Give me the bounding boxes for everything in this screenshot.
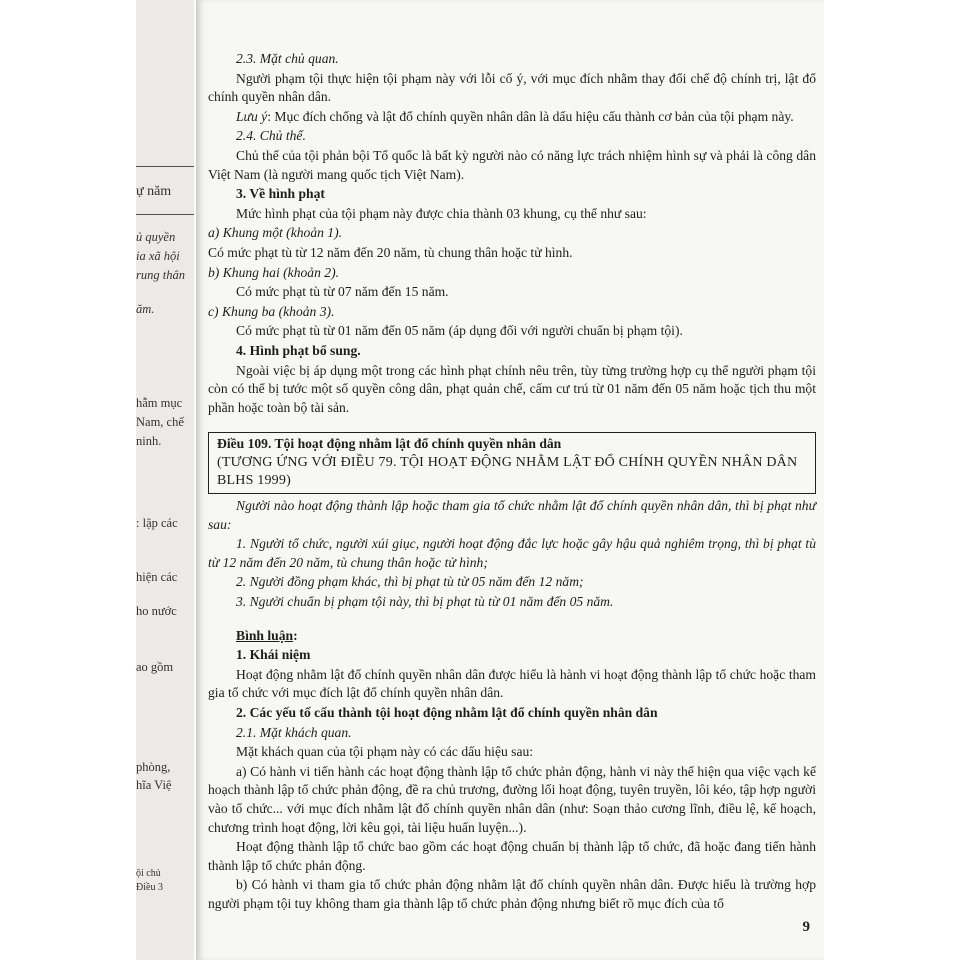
margin-fragment: ho nước (136, 604, 177, 618)
page-content (208, 50, 816, 915)
paragraph: a) Có hành vi tiến hành các hoạt động thành lập tổ chức phản động, hành vi này thể hiện qua việc vạch kế hoạch thành lập tổ chức phản động, đề ra chủ trương, đường lối hoạt động, tuyên truyền, lôi kéo, tập hợp người vào tổ chức... với mục đích nhằm lật đổ chính quyền nhân dân (như: Soạn thảo cương lĩnh, điều lệ, kế hoạch, chương trình hoạt động, lời kêu gọi, tài liệu huấn luyện...). (208, 763, 816, 835)
article-title: Điều 109. Tội hoạt động nhằm lật đổ chính quyền nhân dân (217, 436, 562, 452)
margin-fragment: hiện các (136, 570, 178, 584)
paragraph: Người phạm tội thực hiện tội phạm này với lỗi cố ý, với mục đích nhằm thay đổi chế độ chính trị, lật đổ chính quyền nhân dân. (208, 70, 816, 105)
margin-fragment: ủ quyền (136, 230, 176, 244)
section-heading-3: 3. Về hình phạt (236, 186, 325, 202)
section-heading-4: 4. Hình phạt bổ sung. (236, 342, 361, 358)
note-paragraph (208, 108, 816, 127)
khung-label: c) Khung ba (khoản 3). (208, 303, 335, 319)
note-text: : Mục đích chống và lật đổ chính quyền nhân dân là dấu hiệu cấu thành cơ bản của tội phạm này. (267, 108, 794, 124)
section-heading: 2. Các yếu tố cấu thành tội hoạt động nhằm lật đổ chính quyền nhân dân (236, 705, 658, 720)
margin-fragment: rung thân (136, 268, 185, 282)
margin-fragment: phòng, (136, 760, 171, 774)
section-heading: 2.1. Mặt khách quan. (236, 724, 352, 740)
margin-fragment: : lập các (136, 516, 178, 530)
article-intro: Người nào hoạt động thành lập hoặc tham gia tổ chức nhằm lật đổ chính quyền nhân dân, thì bị phạt như sau: (208, 498, 816, 532)
background-right (824, 0, 960, 960)
article-clause: 3. Người chuẩn bị phạm tội này, thì bị phạt tù từ 01 năm đến 05 năm. (236, 594, 614, 610)
margin-fragment: Nam, chế (136, 415, 184, 429)
page-number: 9 (802, 919, 810, 935)
background-left (0, 0, 136, 960)
divider (136, 214, 194, 215)
khung-label: b) Khung hai (khoản 2). (208, 264, 340, 280)
paragraph: Hoạt động nhằm lật đổ chính quyền nhân dân được hiểu là hành vi hoạt động thành lập tổ chức hoặc tham gia tổ chức với mục đích lật đổ chính quyền nhân dân. (208, 666, 816, 701)
margin-fragment: ự năm (136, 184, 172, 199)
khung-text: Có mức phạt tù từ 07 năm đến 15 năm. (236, 284, 449, 300)
divider (136, 166, 194, 167)
paragraph: b) Có hành vi tham gia tổ chức phản động nhằm lật đổ chính quyền nhân dân. Được hiểu là trường hợp người phạm tội tuy không tham gia thành lập tổ chức phản động nhưng biết rõ mục đích của tổ (208, 877, 816, 911)
commentary-heading-colon: : (293, 627, 298, 643)
paragraph: Mức hình phạt của tội phạm này được chia thành 03 khung, cụ thể như sau: (236, 205, 647, 221)
margin-fragment: ao gồm (136, 660, 174, 674)
margin-fragment: ia xã hội (136, 249, 180, 263)
section-heading: 1. Khái niệm (236, 647, 311, 663)
section-heading-2-4: 2.4. Chủ thể. (236, 128, 306, 144)
commentary-heading (208, 627, 816, 646)
margin-fragment: ăm. (136, 302, 155, 316)
commentary-heading-text: Bình luận (236, 627, 294, 643)
article-clause: 1. Người tổ chức, người xúi giục, người hoạt động đắc lực hoặc gây hậu quả nghiêm trọng, thì bị phạt tù từ 12 năm đến 20 năm, tù chung thân hoặc tử hình; (208, 536, 816, 570)
khung-text: Có mức phạt tù từ 01 năm đến 05 năm (áp dụng đối với người chuẩn bị phạm tội). (236, 323, 683, 339)
paragraph: Mặt khách quan của tội phạm này có các dấu hiệu sau: (236, 744, 534, 760)
khung-label: a) Khung một (khoản 1). (208, 225, 343, 241)
article-subtitle: (TƯƠNG ỨNG VỚI ĐIỀU 79. TỘI HOẠT ĐỘNG NHẰM LẬT ĐỔ CHÍNH QUYỀN NHÂN DÂN BLHS 1999) (217, 454, 798, 489)
khung-text: Có mức phạt tù từ 12 năm đến 20 năm, tù chung thân hoặc tử hình. (208, 244, 573, 260)
book-page (196, 0, 824, 960)
paragraph: Chủ thể của tội phản bội Tổ quốc là bất kỳ người nào có năng lực trách nhiệm hình sự và phải là công dân Việt Nam (là người mang quốc tịch Việt Nam). (208, 147, 816, 182)
article-title-box (208, 432, 816, 494)
margin-fragment: hĩa Việ (136, 778, 172, 792)
article-clause: 2. Người đồng phạm khác, thì bị phạt tù từ 05 năm đến 12 năm; (236, 574, 584, 590)
paragraph: Ngoài việc bị áp dụng một trong các hình phạt chính nêu trên, tùy từng trường hợp cụ thể người phạm tội còn có thể bị tước một số quyền công dân, phạt quản chế, cấm cư trú từ 01 năm đến 05 năm hoặc tịch thu một phần hoặc toàn bộ tài sản. (208, 362, 816, 415)
margin-fragment: Điều 3 (136, 882, 163, 893)
margin-fragment: hẫm mục (136, 396, 183, 410)
section-heading-2-3: 2.3. Mặt chủ quan. (236, 51, 339, 66)
paragraph: Hoạt động thành lập tổ chức bao gồm các hoạt động chuẩn bị thành lập tổ chức, đã hoặc đang tiến hành thành lập tổ chức phản động. (208, 839, 816, 873)
note-label: Lưu ý (236, 108, 268, 124)
adjacent-page-edge (136, 0, 194, 960)
margin-fragment: ninh. (136, 434, 162, 448)
margin-fragment: ội chủ (136, 868, 161, 879)
